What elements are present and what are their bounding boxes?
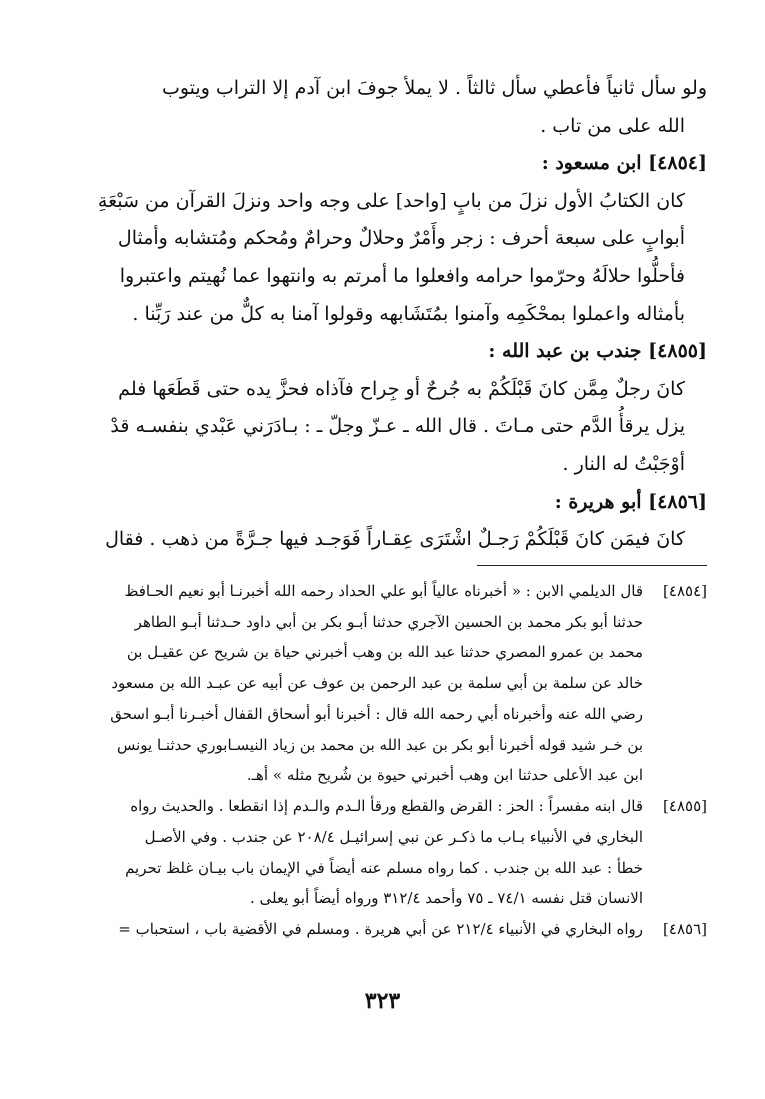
entry-line: أبوابٍ على سبعة أحرف : زجر وأَمْرٌ وحلالٌ وحرامٌ ومُحكم ومُتشابه وأمثال xyxy=(117,227,685,250)
footnote-number: [٤٨٥٥] xyxy=(663,797,707,816)
footnote-line: بن خـر شيد قوله أخبرنا أبو بكر بن عبد الله بن محمد بن زياد النيسـابوري حدثنـا يونس xyxy=(116,735,643,754)
entry-narrator: أبو هريرة : xyxy=(554,490,642,513)
footnote xyxy=(62,791,707,914)
footnote-line: رواه البخاري في الأنبياء ٢١٢/٤ عن أبي هريرة . ومسلم في الأقضية باب ، استحباب = xyxy=(118,920,643,939)
footnote-line: الانسان قتل نفسه ٧٤/١ ـ ٧٥ وأحمد ٣١٢/٤ ورواه أيضاً أبو يعلى . xyxy=(249,889,643,908)
footnote-line: خطأ : عبد الله بن جندب . كما رواه مسلم عنه أيضاً في الإيمان باب بيـان غلظ تحريم xyxy=(125,858,643,877)
footnote-line: البخاري في الأنبياء بـاب ما ذكـر عن نبي إسرائيـل ٢٠٨/٤ عن جندب . وفي الأصـل xyxy=(144,827,643,846)
entry-number: [٤٨٥٦] xyxy=(648,490,707,513)
footnote-text xyxy=(62,576,643,791)
entry-line: كانَ رجلٌ مِمَّن كانَ قَبْلَكُمْ به جُرحٌ أو جِراح فآذاه فحزَّ يده حتى قَطَعَها فلم xyxy=(118,377,685,400)
footnote-text xyxy=(62,791,643,914)
intro-line: ولو سأل ثانياً فأعطي سأل ثالثاً . لا يملأ جوفَ ابن آدم إلا التراب ويتوب xyxy=(161,77,707,99)
entry-narrator: جندب بن عبد الله : xyxy=(488,340,642,363)
entry-heading xyxy=(62,484,707,522)
intro-line: الله على من تاب . xyxy=(540,114,685,137)
footnote-divider xyxy=(477,565,707,566)
footnote-line: خالد عن سلمة بن أبي سلمة بن عبد الرحمن بن عوف عن أبيه عن عبـد الله بن مسعود xyxy=(111,674,643,693)
entry-number: [٤٨٥٤] xyxy=(648,152,707,175)
entry-body xyxy=(62,521,707,559)
entry-heading xyxy=(62,333,707,371)
entry-narrator: ابن مسعود : xyxy=(541,152,642,175)
entry-body xyxy=(62,183,707,333)
footnote-line: رضي الله عنه وأخبرناه أبي رحمه الله قال : أخبرنا أبو أسحاق القفال أخبـرنا أبـو اسحق xyxy=(110,704,643,723)
footnote-line: قال ابنه مفسراً : الحز : القرض والقطع ورقأ الـدم والـدم إذا انقطعا . والحديث رواه xyxy=(130,797,643,816)
entry-line: كان الكتابُ الأول نزلَ من بابٍ [واحد] على وجه واحد ونزلَ القرآن من سَبْعَةِ xyxy=(97,189,685,212)
entry-heading xyxy=(62,145,707,183)
entry xyxy=(62,145,707,333)
entry-line: كانَ فيمَن كانَ قَبْلَكُمْ رَجـلٌ اشْتَرَى عِقـاراً فَوَجـد فيها جـرَّةً من ذهب . فقال xyxy=(105,528,685,551)
entry xyxy=(62,333,707,483)
entry-line: يزل يرقأُ الدَّم حتى مـاتَ . قال الله ـ عـزّ وجلّ ـ : بـادَرَني عَبْدي بنفسـه قدْ xyxy=(110,415,685,438)
footnote-number: [٤٨٥٦] xyxy=(663,920,707,939)
footnotes xyxy=(62,576,707,945)
page-number: ٣٢٣ xyxy=(364,988,401,1014)
entry xyxy=(62,484,707,559)
footnote-number: [٤٨٥٤] xyxy=(663,581,707,600)
footnote xyxy=(62,576,707,791)
entry-body xyxy=(62,371,707,484)
footnote-text xyxy=(62,914,643,945)
footnote-line: حدثنا أبو بكر محمد بن الحسين الآجري حدثنا أبـو بكر بن أبي داود حـدثنا أبـو الطاهر xyxy=(134,612,643,631)
entry-line: أوْجَبْتُ له النار . xyxy=(562,453,685,476)
entry-number: [٤٨٥٥] xyxy=(648,340,707,363)
entry-line: بأمثاله واعملوا بمحْكَمِه وآمنوا بمُتَشَابهه وقولوا آمنا به كلٌّ من عند رَبِّنا . xyxy=(132,302,685,325)
main-text xyxy=(62,70,707,559)
footnote xyxy=(62,914,707,945)
footnote-line: قال الديلمي الابن : « أخبرناه عالياً أبو علي الحداد رحمه الله أخبرنـا أبو نعيم الحـافظ xyxy=(124,581,643,600)
footnote-line: ابن عبد الأعلى حدثنا ابن وهب أخبرني حيوة بن شُريح مثله » أهـ. xyxy=(246,766,643,785)
entry-line: فأحلُّوا حلالَهُ وحرّموا حرامه وافعلوا ما أمرتم به وانتهوا عما نُهيتم واعتبروا xyxy=(119,265,685,288)
footnote-line: محمد بن عمرو المصري حدثنا عبد الله بن وهب أخبرني حياة بن شريح عن عقيـل بن xyxy=(126,643,643,662)
